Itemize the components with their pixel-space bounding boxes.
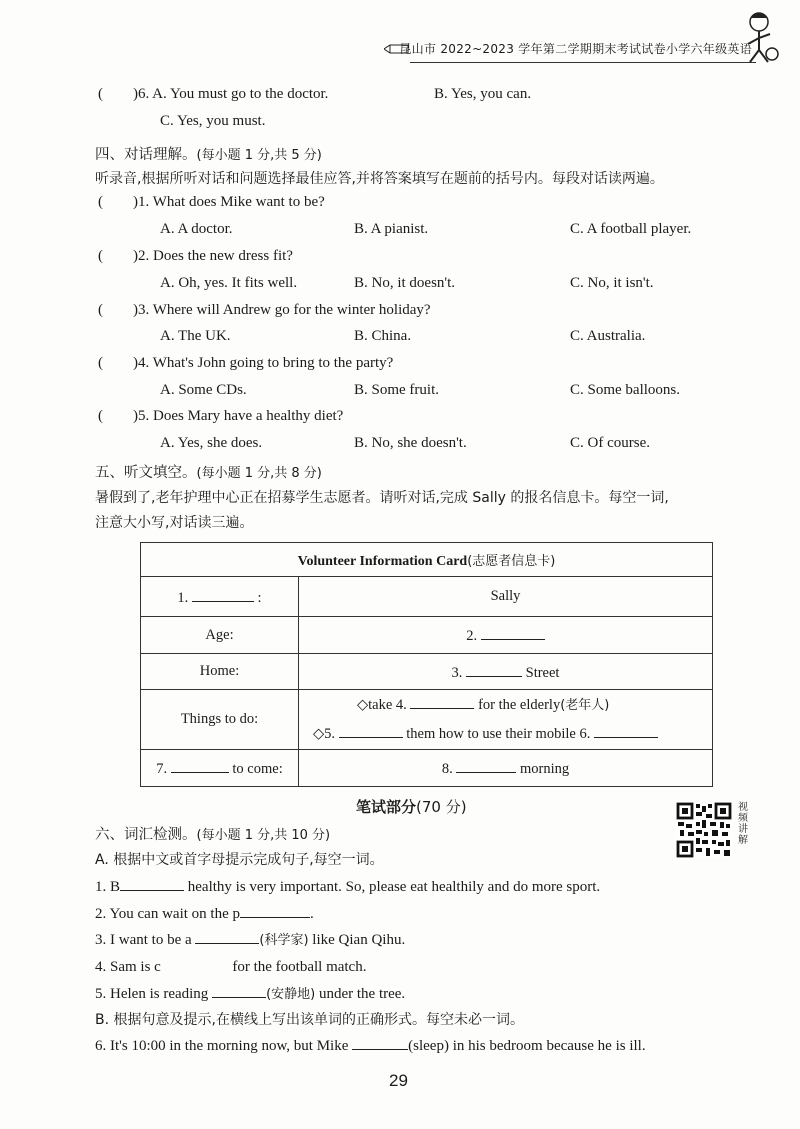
vocab-q3-cn: (科学家) bbox=[259, 933, 309, 948]
card-blank-1[interactable] bbox=[192, 587, 254, 602]
vocab-q3-head: 3. I want to be a bbox=[95, 932, 192, 948]
q2-option-c: C. No, it isn't. bbox=[570, 275, 654, 291]
q6-stem: )6. A. You must go to the doctor. bbox=[133, 86, 329, 102]
vocab-q4-tail: for the football match. bbox=[232, 959, 367, 975]
q5-paren: ( bbox=[98, 408, 103, 424]
card-things-text-1: for the elderly bbox=[478, 697, 561, 713]
qr-label: 视频讲解 bbox=[738, 802, 748, 846]
vocab-q1-head: 1. B bbox=[95, 879, 121, 895]
vocab-q4 bbox=[95, 956, 366, 976]
section6-title: 六、词汇检测。 bbox=[95, 827, 197, 843]
card-home-label: Home: bbox=[141, 654, 299, 690]
written-points: (70 分) bbox=[416, 798, 467, 816]
card-street-label: Street bbox=[525, 664, 560, 681]
card-blank-3-num: 3. bbox=[451, 664, 463, 681]
card-blank-4[interactable] bbox=[410, 694, 474, 709]
vocab-q2-head: 2. You can wait on the p bbox=[95, 906, 240, 922]
section4-title: 四、对话理解。 bbox=[95, 147, 197, 163]
card-blank-7[interactable] bbox=[171, 758, 229, 773]
section5-heading bbox=[95, 461, 322, 482]
vocab-q6 bbox=[95, 1035, 646, 1055]
section5-title: 五、听文填空。 bbox=[95, 465, 197, 481]
card-title-cell bbox=[141, 543, 713, 577]
section6-points: (每小题 1 分,共 10 分) bbox=[196, 828, 331, 843]
q4-option-a: A. Some CDs. bbox=[160, 382, 247, 398]
q1-option-a: A. A doctor. bbox=[160, 221, 233, 237]
section6-part-b: B. 根据句意及提示,在横线上写出该单词的正确形式。每空未必一词。 bbox=[95, 1012, 524, 1028]
q5-option-a: A. Yes, she does. bbox=[160, 435, 263, 451]
section4-instruction: 听录音,根据所听对话和问题选择最佳应答,并将答案填写在题前的括号内。每段对话读两遍。 bbox=[95, 171, 664, 187]
q3-option-a: A. The UK. bbox=[160, 328, 231, 344]
card-blank-5[interactable] bbox=[339, 723, 403, 738]
vocab-q5-cn: (安静地) bbox=[266, 987, 316, 1002]
q2-option-a: A. Oh, yes. It fits well. bbox=[160, 275, 298, 291]
card-things-line-1 bbox=[313, 691, 712, 720]
card-colon: : bbox=[257, 589, 262, 606]
volunteer-card bbox=[140, 542, 713, 787]
card-blank-8-num: 8. bbox=[441, 761, 453, 777]
vocab-q2 bbox=[95, 903, 314, 923]
vocab-q2-blank[interactable] bbox=[240, 903, 310, 918]
card-home-value-cell bbox=[299, 654, 713, 690]
q4-option-b: B. Some fruit. bbox=[354, 382, 439, 398]
vocab-q1 bbox=[95, 876, 600, 896]
vocab-q5 bbox=[95, 983, 405, 1003]
vocab-q3-blank[interactable] bbox=[195, 929, 259, 944]
card-blank-3[interactable] bbox=[466, 662, 522, 677]
q1-option-b: B. A pianist. bbox=[354, 221, 429, 237]
q2-option-b: B. No, it doesn't. bbox=[354, 275, 456, 291]
vocab-q5-blank[interactable] bbox=[212, 983, 266, 998]
card-when-value-cell bbox=[299, 750, 713, 787]
q5-stem: )5. Does Mary have a healthy diet? bbox=[133, 408, 344, 424]
vocab-q1-tail: healthy is very important. So, please eat healthily and do more sport. bbox=[187, 879, 601, 895]
q2-paren: ( bbox=[98, 248, 103, 264]
section4-points: (每小题 1 分,共 5 分) bbox=[196, 148, 322, 163]
card-things-line-2 bbox=[313, 720, 712, 748]
vocab-q5-head: 5. Helen is reading bbox=[95, 986, 209, 1002]
q3-paren: ( bbox=[98, 302, 103, 318]
written-title: 笔试部分 bbox=[356, 798, 417, 816]
q5-option-c: C. Of course. bbox=[570, 435, 650, 451]
card-blank-8[interactable] bbox=[456, 758, 516, 773]
vocab-q6-blank[interactable] bbox=[352, 1035, 408, 1050]
written-part-heading bbox=[356, 796, 467, 817]
vocab-q3-tail: like Qian Qihu. bbox=[312, 932, 406, 948]
card-blank-6[interactable] bbox=[594, 723, 658, 738]
q1-stem: )1. What does Mike want to be? bbox=[133, 194, 325, 210]
q3-stem: )3. Where will Andrew go for the winter holiday? bbox=[133, 302, 431, 318]
section6-part-a: A. 根据中文或首字母提示完成句子,每空一词。 bbox=[95, 852, 384, 868]
q4-option-c: C. Some balloons. bbox=[570, 382, 681, 398]
card-name-label-cell bbox=[141, 577, 299, 617]
section5-instruction-1: 暑假到了,老年护理中心正在招募学生志愿者。请听对话,完成 Sally 的报名信息卡。每空一词, bbox=[95, 490, 669, 506]
q5-option-b: B. No, she doesn't. bbox=[354, 435, 467, 451]
q6-option-b: B. Yes, you can. bbox=[434, 86, 532, 102]
vocab-q1-blank[interactable] bbox=[120, 876, 184, 891]
section6-heading bbox=[95, 823, 330, 844]
card-name-value: Sally bbox=[299, 577, 713, 617]
vocab-q4-blank[interactable] bbox=[165, 956, 229, 971]
card-morning-text: morning bbox=[519, 761, 570, 777]
qr-code-icon[interactable] bbox=[676, 802, 732, 858]
vocab-q6-head: 6. It's 10:00 in the morning now, but Mike bbox=[95, 1038, 349, 1054]
card-blank-2[interactable] bbox=[481, 625, 545, 640]
vocab-q6-tail: (sleep) in his bedroom because he is ill. bbox=[408, 1038, 646, 1054]
q1-option-c: C. A football player. bbox=[570, 221, 692, 237]
q4-paren: ( bbox=[98, 355, 103, 371]
card-when-label-cell bbox=[141, 750, 299, 787]
header-rule bbox=[410, 62, 756, 63]
vocab-q4-head: 4. Sam is c bbox=[95, 959, 161, 975]
card-things-cell bbox=[299, 690, 713, 750]
section4-heading bbox=[95, 143, 322, 164]
card-things-label: Things to do: bbox=[141, 690, 299, 750]
card-things-text-2: them how to use their mobile 6. bbox=[406, 726, 591, 742]
q1-paren: ( bbox=[98, 194, 103, 210]
q6-paren: ( bbox=[98, 86, 103, 102]
mascot-icon bbox=[736, 8, 782, 66]
q2-stem: )2. Does the new dress fit? bbox=[133, 248, 293, 264]
card-blank-4-num: ◇take 4. bbox=[357, 697, 407, 713]
header-title: 昆山市 2022~2023 学年第二学期期末考试试卷小学六年级英语 bbox=[399, 42, 752, 56]
card-blank-1-num: 1. bbox=[177, 589, 189, 606]
card-title-cn: (志愿者信息卡) bbox=[467, 553, 556, 569]
page-number: 29 bbox=[389, 1071, 408, 1090]
card-things-cn: (老年人) bbox=[560, 698, 610, 713]
vocab-q3 bbox=[95, 929, 405, 949]
q3-option-c: C. Australia. bbox=[570, 328, 646, 344]
card-title: Volunteer Information Card bbox=[297, 553, 468, 569]
section5-instruction-2: 注意大小写,对话读三遍。 bbox=[95, 515, 254, 531]
q6-option-c: C. Yes, you must. bbox=[160, 113, 266, 129]
q3-option-b: B. China. bbox=[354, 328, 412, 344]
card-when-text: to come: bbox=[232, 761, 283, 777]
vocab-q2-tail: . bbox=[310, 906, 314, 922]
card-age-value-cell bbox=[299, 617, 713, 654]
vocab-q5-tail: under the tree. bbox=[318, 986, 406, 1002]
card-blank-5-num: ◇5. bbox=[313, 726, 336, 742]
card-blank-2-num: 2. bbox=[466, 628, 478, 644]
card-age-label: Age: bbox=[141, 617, 299, 654]
card-blank-7-num: 7. bbox=[156, 761, 168, 777]
q4-stem: )4. What's John going to bring to the party? bbox=[133, 355, 394, 371]
section5-points: (每小题 1 分,共 8 分) bbox=[196, 466, 322, 481]
